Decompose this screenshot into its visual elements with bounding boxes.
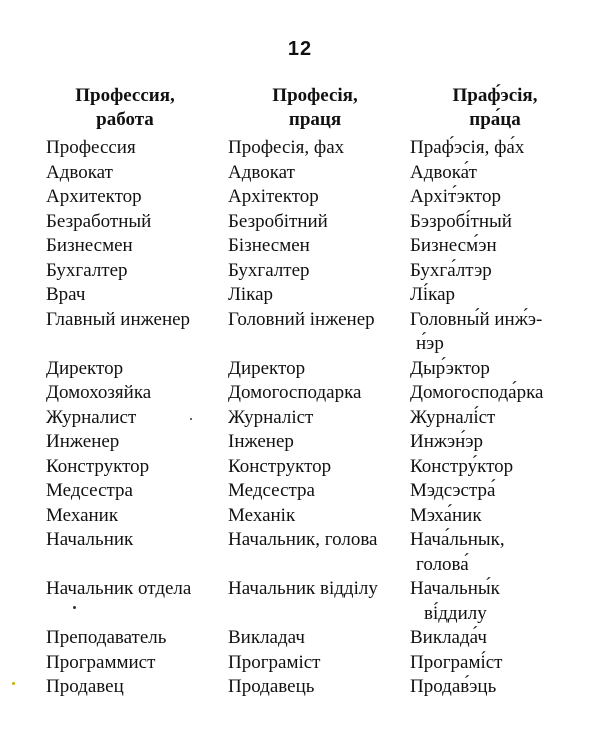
ukrainian-term: Начальник відділу: [228, 578, 378, 599]
ukrainian-term: Домогосподарка: [228, 382, 362, 403]
ukrainian-term: Безробітний: [228, 210, 328, 232]
ukrainian-term: Інженер: [228, 431, 294, 452]
header-line: Праф́эсія,: [452, 85, 538, 106]
russian-term: Врач: [46, 284, 86, 305]
russian-term: Преподаватель: [46, 627, 167, 648]
russian-term: Адвокат: [46, 161, 113, 183]
transliteration-line: Мэдсэстра́: [410, 480, 496, 501]
russian-term: Безработный: [46, 210, 152, 232]
table-row: [0, 381, 600, 406]
table-row: [0, 675, 600, 700]
russian-term: Продавец: [46, 676, 124, 697]
table-row: [0, 283, 600, 308]
transliteration-line: ві́ддилу: [424, 602, 487, 624]
transliteration: [410, 651, 585, 676]
ukrainian-term: Журналіст: [228, 406, 314, 428]
russian-term: Домохозяйка: [46, 382, 152, 403]
transliteration: [410, 210, 585, 235]
transliteration: [410, 381, 585, 406]
transliteration-line: Лі́кар: [410, 284, 456, 305]
transliteration-line: Нача́льнык,: [410, 529, 505, 550]
transliteration: [410, 161, 585, 186]
russian-term: Архитектор: [46, 186, 142, 207]
russian-term: Механик: [46, 504, 119, 526]
transliteration-line: Бэзробі́тный: [410, 210, 512, 232]
transliteration: [410, 626, 585, 651]
ukrainian-term: Бухгалтер: [228, 259, 310, 281]
table-row: [0, 455, 600, 480]
transliteration-line: Бизнесм́эн: [410, 235, 497, 256]
table-row: [0, 210, 600, 235]
header-line: Профессия,: [75, 85, 175, 106]
russian-term: Программист: [46, 651, 156, 673]
header-line: праця: [288, 109, 342, 130]
header-transliteration: [420, 84, 570, 132]
table-row: [0, 504, 600, 529]
transliteration-line: Журналі́ст: [410, 406, 496, 428]
ukrainian-term: Конструктор: [228, 455, 332, 477]
transliteration-line: Праф́эсія, фа́х: [410, 137, 525, 158]
russian-term: Начальник: [46, 529, 134, 550]
russian-term: Бухгалтер: [46, 259, 128, 281]
transliteration: [410, 577, 585, 626]
table-row: [0, 528, 600, 577]
ukrainian-term: Механік: [228, 504, 296, 526]
transliteration: [410, 283, 585, 308]
table-row: [0, 308, 600, 357]
ukrainian-term: Професія, фах: [228, 137, 345, 158]
transliteration: [410, 136, 585, 161]
transliteration-line: Архіт́эктор: [410, 186, 501, 207]
russian-term: Бизнесмен: [46, 235, 133, 256]
header-line: пра́ца: [469, 109, 521, 130]
print-speck: [73, 606, 76, 609]
ukrainian-term: Адвокат: [228, 161, 295, 183]
header-ukrainian: [240, 84, 390, 132]
russian-term: Начальник отдела: [46, 578, 192, 599]
table-row: [0, 479, 600, 504]
transliteration-line: Мэха́ник: [410, 504, 482, 526]
transliteration-line: Инжэн́эр: [410, 431, 483, 452]
ukrainian-term: Медсестра: [228, 480, 315, 501]
russian-term: Профессия: [46, 137, 136, 158]
ukrainian-term: Бізнесмен: [228, 235, 310, 256]
transliteration-line: Бухга́лтэр: [410, 259, 492, 281]
table-row: [0, 430, 600, 455]
transliteration: [410, 504, 585, 529]
print-speck: [12, 682, 15, 685]
table-row: [0, 136, 600, 161]
header-line: работа: [96, 109, 154, 130]
vocabulary-table: [0, 136, 600, 700]
ukrainian-term: Продавець: [228, 676, 315, 697]
ukrainian-term: Архітектор: [228, 186, 319, 207]
transliteration: [410, 259, 585, 284]
table-row: [0, 259, 600, 284]
russian-term: Медсестра: [46, 480, 133, 501]
transliteration: [410, 357, 585, 382]
transliteration-line: Продав́эць: [410, 676, 497, 697]
russian-term: Главный инженер: [46, 308, 191, 330]
transliteration: [410, 430, 585, 455]
transliteration-line: Адвока́т: [410, 161, 477, 183]
transliteration-line: Дыр́эктор: [410, 357, 490, 379]
column-headers: [30, 84, 580, 136]
header-line: Професія,: [272, 85, 358, 106]
transliteration: [410, 308, 585, 357]
russian-term: Конструктор: [46, 455, 150, 477]
header-russian: [50, 84, 200, 132]
page-number: 12: [287, 38, 313, 60]
transliteration: [410, 528, 585, 577]
table-row: [0, 406, 600, 431]
transliteration-line: Програмі́ст: [410, 651, 503, 673]
ukrainian-term: Начальник, голова: [228, 529, 378, 550]
russian-term: Журналист: [46, 406, 137, 428]
transliteration: [410, 479, 585, 504]
transliteration-line: Виклада́ч: [410, 627, 487, 648]
table-row: [0, 185, 600, 210]
transliteration-line: н́эр: [416, 333, 444, 354]
table-row: [0, 577, 600, 626]
transliteration: [410, 234, 585, 259]
ukrainian-term: Лікар: [228, 284, 274, 305]
transliteration: [410, 185, 585, 210]
transliteration-line: Головны́й инж́э-: [410, 308, 543, 330]
table-row: [0, 626, 600, 651]
ukrainian-term: Головний інженер: [228, 308, 375, 330]
table-row: [0, 651, 600, 676]
table-row: [0, 234, 600, 259]
transliteration-line: голова́: [416, 553, 469, 575]
transliteration-line: Домогоспода́рка: [410, 382, 544, 403]
table-row: [0, 357, 600, 382]
transliteration-line: Начальны́к: [410, 578, 500, 599]
ukrainian-term: Програміст: [228, 651, 321, 673]
ukrainian-term: Директор: [228, 357, 306, 379]
transliteration-line: Констру́ктор: [410, 455, 514, 477]
transliteration: [410, 406, 585, 431]
transliteration: [410, 455, 585, 480]
transliteration: [410, 675, 585, 700]
print-speck: [190, 418, 192, 420]
russian-term: Инженер: [46, 431, 120, 452]
ukrainian-term: Викладач: [228, 627, 305, 648]
table-row: [0, 161, 600, 186]
russian-term: Директор: [46, 357, 124, 379]
